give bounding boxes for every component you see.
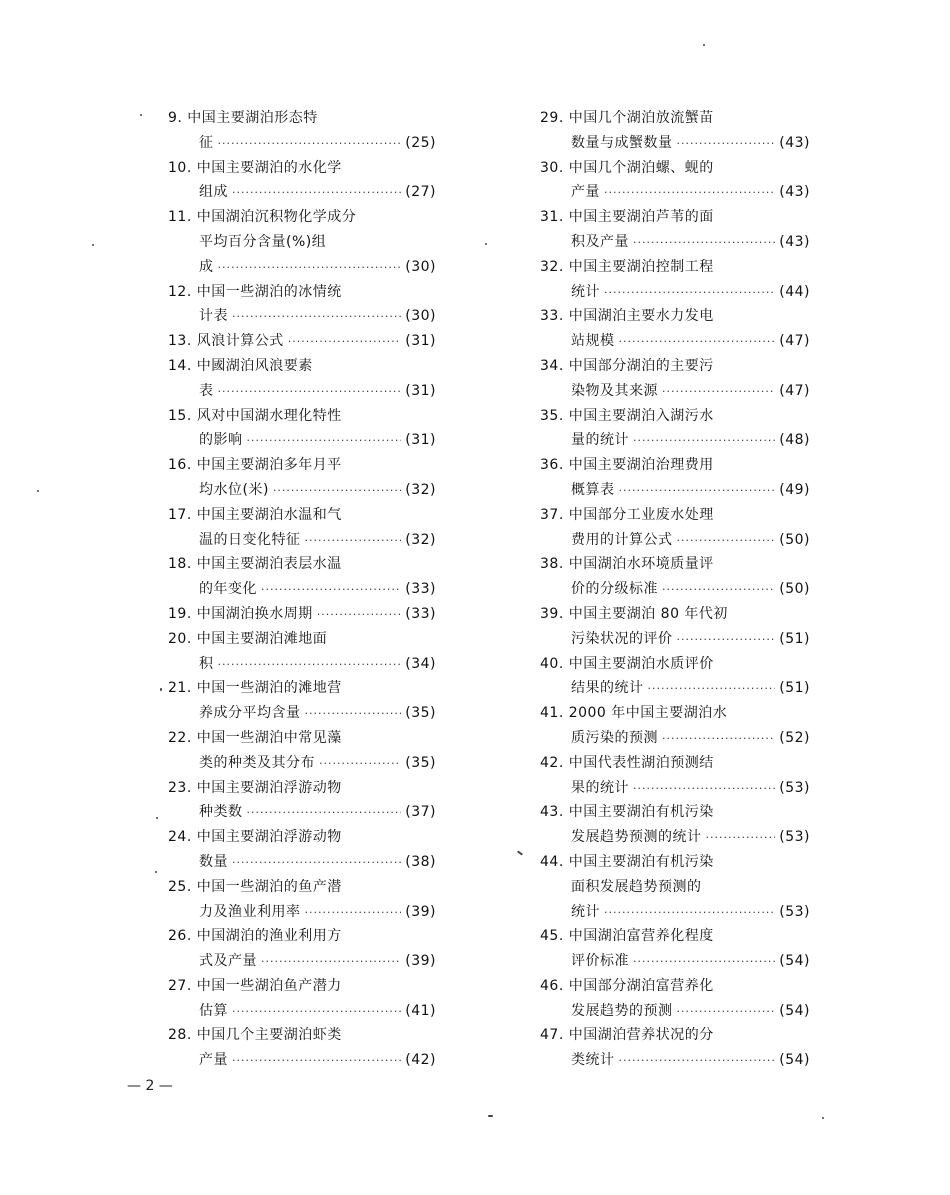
toc-entry[interactable] — [540, 1023, 810, 1073]
toc-entry-title-line — [540, 404, 810, 429]
toc-column-left — [168, 106, 436, 1073]
toc-entry-text: 39. 中国主要湖泊 80 年代初 — [540, 605, 728, 622]
toc-page-ref: (53) — [779, 829, 810, 846]
toc-page-ref: (47) — [779, 382, 810, 399]
toc-page-ref: (43) — [779, 184, 810, 201]
toc-entry-text: 染物及其来源 — [571, 382, 658, 399]
toc-entry-title-line — [540, 800, 810, 825]
toc-entry-continuation-line — [540, 999, 810, 1024]
dot-leader — [619, 479, 776, 503]
toc-entry-title-line — [540, 701, 810, 726]
toc-entry-text: 产量 — [571, 184, 600, 201]
toc-page-ref: (52) — [779, 729, 810, 746]
toc-entry-continuation-line — [540, 726, 810, 751]
dot-leader — [677, 1000, 776, 1024]
toc-entry-continuation-line — [540, 230, 810, 255]
toc-entry-continuation-line — [540, 825, 810, 850]
toc-entry-title-line — [540, 503, 810, 528]
toc-page-ref: (33) — [405, 581, 436, 598]
toc-entry-text: 产量 — [199, 1052, 228, 1069]
toc-entry-text: 费用的计算公式 — [571, 531, 673, 548]
toc-entry[interactable] — [540, 924, 810, 974]
toc-entry-text: 26. 中国湖泊的渔业利用方 — [168, 928, 342, 945]
dot-leader — [633, 231, 775, 255]
toc-page-ref: (53) — [779, 779, 810, 796]
dot-leader — [619, 1049, 776, 1073]
toc-entry-continuation-line — [168, 131, 436, 156]
toc-entry-text: 结果的统计 — [571, 680, 644, 697]
toc-entry-text: 40. 中国主要湖泊水质评价 — [540, 655, 714, 672]
toc-entry[interactable] — [540, 453, 810, 503]
toc-entry-text: 21. 中国一些湖泊的滩地营 — [168, 680, 342, 697]
toc-entry-continuation-line — [168, 652, 436, 677]
toc-entry[interactable] — [168, 924, 436, 974]
toc-entry-title-line — [168, 280, 436, 305]
toc-entry-title-line — [168, 924, 436, 949]
toc-entry[interactable] — [168, 205, 436, 279]
dot-leader — [662, 578, 775, 602]
toc-entry-title-line — [168, 1023, 436, 1048]
toc-entry[interactable] — [168, 627, 436, 677]
dot-leader — [305, 529, 402, 553]
toc-entry-text: 发展趋势的预测 — [571, 1002, 673, 1019]
toc-entry-text: 22. 中国一些湖泊中常见藻 — [168, 729, 342, 746]
toc-entry-text: 质污染的预测 — [571, 729, 658, 746]
toc-entry-continuation-line — [168, 701, 436, 726]
toc-entry-text: 计表 — [199, 308, 228, 325]
toc-entry-continuation-line — [168, 949, 436, 974]
dot-leader — [232, 305, 401, 329]
toc-entry-title-line — [540, 453, 810, 478]
toc-entry-title-line — [168, 205, 436, 230]
toc-entry-title-line — [168, 329, 436, 354]
toc-page-ref: (34) — [405, 655, 436, 672]
toc-entry-text: 类统计 — [571, 1052, 615, 1069]
toc-entry[interactable] — [540, 205, 810, 255]
toc-entry[interactable] — [540, 354, 810, 404]
dot-leader — [619, 330, 776, 354]
toc-entry-text: 16. 中国主要湖泊多年月平 — [168, 457, 342, 474]
dot-leader — [232, 181, 401, 205]
toc-entry-text: 24. 中国主要湖泊浮游动物 — [168, 829, 342, 846]
toc-entry-title-line — [540, 974, 810, 999]
dot-leader — [247, 429, 402, 453]
toc-entry-title-line — [540, 354, 810, 379]
toc-page-ref: (39) — [405, 953, 436, 970]
toc-page-ref: (38) — [405, 853, 436, 870]
scan-speck — [92, 244, 94, 246]
toc-entry-text: 28. 中国几个主要湖泊虾类 — [168, 1027, 342, 1044]
scan-speck — [822, 1117, 824, 1119]
toc-page-ref: (47) — [779, 333, 810, 350]
dot-leader — [218, 256, 402, 280]
toc-page-ref: (51) — [779, 680, 810, 697]
toc-entry-text: 43. 中国主要湖泊有机污染 — [540, 804, 714, 821]
toc-entry-continuation-line — [540, 875, 810, 900]
toc-entry-title-line — [168, 106, 436, 131]
dot-leader — [261, 578, 401, 602]
toc-entry-text: 数量与成蟹数量 — [571, 134, 673, 151]
toc-entry[interactable] — [540, 156, 810, 206]
toc-entry-continuation-line — [540, 180, 810, 205]
toc-entry-text: 34. 中国部分湖泊的主要污 — [540, 357, 714, 374]
dot-leader — [319, 752, 401, 776]
toc-entry-title-line — [168, 602, 436, 627]
toc-entry-text: 养成分平均含量 — [199, 705, 301, 722]
toc-page-ref: (54) — [779, 1002, 810, 1019]
toc-entry-text: 19. 中国湖泊换水周期 — [168, 605, 313, 622]
dot-leader — [247, 801, 402, 825]
toc-entry-title-line — [168, 726, 436, 751]
dot-leader — [677, 628, 776, 652]
toc-entry-text: 成 — [199, 258, 214, 275]
toc-entry[interactable] — [168, 776, 436, 826]
toc-entry-text: 37. 中国部分工业废水处理 — [540, 506, 714, 523]
dot-leader — [317, 603, 402, 627]
toc-entry-title-line — [540, 924, 810, 949]
toc-entry-title-line — [168, 974, 436, 999]
toc-entry[interactable] — [168, 974, 436, 1024]
toc-entry-text: 30. 中国几个湖泊螺、蚬的 — [540, 159, 714, 176]
toc-entry-continuation-line — [168, 304, 436, 329]
toc-entry-text: 11. 中国湖泊沉积物化学成分 — [168, 209, 357, 226]
toc-entry-text: 20. 中国主要湖泊滩地面 — [168, 630, 328, 647]
toc-entry-continuation-line — [540, 776, 810, 801]
scan-speck — [517, 850, 523, 855]
toc-page-ref: (39) — [405, 903, 436, 920]
toc-entry-text: 站规模 — [571, 333, 615, 350]
scan-speck — [140, 114, 142, 116]
toc-entry-text: 14. 中國湖泊风浪要素 — [168, 357, 313, 374]
toc-page-ref: (31) — [405, 382, 436, 399]
toc-entry-text: 表 — [199, 382, 214, 399]
toc-entry-text: 污染状况的评价 — [571, 630, 673, 647]
dot-leader — [604, 901, 775, 925]
toc-entry-continuation-line — [168, 230, 436, 255]
toc-entry-continuation-line — [540, 131, 810, 156]
toc-entry-continuation-line — [168, 478, 436, 503]
toc-column-right — [540, 106, 810, 1073]
toc-entry-text: 类的种类及其分布 — [199, 754, 315, 771]
dot-leader — [305, 901, 402, 925]
toc-entry-continuation-line — [168, 751, 436, 776]
toc-entry[interactable] — [540, 106, 810, 156]
toc-entry-text: 25. 中国一些湖泊的鱼产潜 — [168, 878, 342, 895]
toc-entry-title-line — [168, 453, 436, 478]
toc-entry-title-line — [540, 602, 810, 627]
toc-entry-text: 评价标准 — [571, 953, 629, 970]
toc-entry-text: 38. 中国湖泊水环境质量评 — [540, 556, 714, 573]
toc-page-ref: (44) — [779, 283, 810, 300]
toc-page-ref: (48) — [779, 432, 810, 449]
toc-page-ref: (51) — [779, 630, 810, 647]
dot-leader — [218, 132, 402, 156]
toc-entry[interactable] — [168, 602, 436, 627]
toc-entry[interactable] — [168, 503, 436, 553]
toc-entry-title-line — [540, 304, 810, 329]
toc-page-ref: (31) — [405, 333, 436, 350]
scan-speck — [156, 817, 158, 819]
toc-entry-text: 23. 中国主要湖泊浮游动物 — [168, 779, 342, 796]
toc-entry[interactable] — [540, 255, 810, 305]
toc-page-ref: (31) — [405, 432, 436, 449]
toc-entry-continuation-line — [168, 900, 436, 925]
dot-leader — [677, 529, 776, 553]
toc-entry-text: 13. 风浪计算公式 — [168, 333, 284, 350]
toc-entry-text: 的影响 — [199, 432, 243, 449]
toc-entry-text: 17. 中国主要湖泊水温和气 — [168, 506, 342, 523]
dot-leader — [633, 429, 775, 453]
scan-speck — [488, 1115, 493, 1117]
toc-page-ref: (27) — [405, 184, 436, 201]
toc-entry-title-line — [168, 503, 436, 528]
toc-entry[interactable] — [540, 850, 810, 924]
toc-entry-continuation-line — [540, 577, 810, 602]
dot-leader — [677, 132, 776, 156]
scan-speck — [37, 490, 39, 492]
toc-entry-continuation-line — [168, 999, 436, 1024]
toc-entry-continuation-line — [168, 180, 436, 205]
toc-entry[interactable] — [168, 875, 436, 925]
scan-speck — [155, 871, 157, 873]
toc-entry[interactable] — [540, 701, 810, 751]
toc-page-ref: (32) — [405, 531, 436, 548]
toc-entry-title-line — [168, 627, 436, 652]
toc-entry-title-line — [540, 106, 810, 131]
toc-entry-continuation-line — [168, 800, 436, 825]
toc-page-ref: (35) — [405, 705, 436, 722]
dot-leader — [604, 281, 775, 305]
toc-entry[interactable] — [540, 304, 810, 354]
toc-entry[interactable] — [168, 354, 436, 404]
toc-entry[interactable] — [168, 825, 436, 875]
toc-page-ref: (54) — [779, 1052, 810, 1069]
toc-page-ref: (50) — [779, 581, 810, 598]
toc-entry[interactable] — [540, 652, 810, 702]
toc-entry[interactable] — [168, 726, 436, 776]
toc-entry-title-line — [168, 354, 436, 379]
dot-leader — [604, 181, 775, 205]
toc-entry-continuation-line — [168, 255, 436, 280]
toc-entry-text: 31. 中国主要湖泊芦苇的面 — [540, 209, 714, 226]
toc-entry-continuation-line — [168, 528, 436, 553]
toc-entry-continuation-line — [168, 577, 436, 602]
toc-entry-text: 统计 — [571, 283, 600, 300]
toc-entry-title-line — [168, 825, 436, 850]
toc-entry-text: 力及渔业利用率 — [199, 903, 301, 920]
toc-entry-text: 温的日变化特征 — [199, 531, 301, 548]
toc-entry-title-line — [540, 552, 810, 577]
toc-entry-title-line — [540, 652, 810, 677]
toc-page-ref: (32) — [405, 481, 436, 498]
dot-leader — [218, 380, 402, 404]
toc-entry[interactable] — [540, 552, 810, 602]
toc-entry-text: 42. 中国代表性湖泊预测结 — [540, 754, 714, 771]
dot-leader — [261, 950, 401, 974]
dot-leader — [633, 777, 775, 801]
toc-entry-title-line — [168, 875, 436, 900]
toc-entry-continuation-line — [540, 627, 810, 652]
toc-entry-continuation-line — [168, 1048, 436, 1073]
toc-entry-continuation-line — [540, 676, 810, 701]
toc-entry-text: 平均百分含量(%)组 — [199, 233, 327, 250]
toc-entry-text: 果的统计 — [571, 779, 629, 796]
toc-entry-text: 32. 中国主要湖泊控制工程 — [540, 258, 714, 275]
toc-entry[interactable] — [168, 156, 436, 206]
toc-entry[interactable] — [168, 329, 436, 354]
toc-entry-continuation-line — [540, 428, 810, 453]
toc-entry-title-line — [540, 205, 810, 230]
toc-entry-continuation-line — [540, 900, 810, 925]
toc-entry-text: 41. 2000 年中国主要湖泊水 — [540, 705, 728, 722]
toc-entry-title-line — [168, 676, 436, 701]
toc-entry-text: 发展趋势预测的统计 — [571, 829, 702, 846]
dot-leader — [232, 1000, 401, 1024]
toc-entry-text: 统计 — [571, 903, 600, 920]
dot-leader — [662, 727, 775, 751]
toc-entry-text: 44. 中国主要湖泊有机污染 — [540, 853, 714, 870]
dot-leader — [218, 653, 402, 677]
toc-entry-text: 量的统计 — [571, 432, 629, 449]
page-number: — 2 — — [127, 1078, 173, 1094]
toc-entry-text: 47. 中国湖泊营养状况的分 — [540, 1027, 714, 1044]
toc-entry-text: 的年变化 — [199, 581, 257, 598]
toc-entry-title-line — [168, 156, 436, 181]
toc-entry[interactable] — [168, 280, 436, 330]
toc-entry[interactable] — [168, 106, 436, 156]
toc-entry-text: 18. 中国主要湖泊表层水温 — [168, 556, 342, 573]
dot-leader — [633, 950, 775, 974]
toc-entry-text: 面积发展趋势预测的 — [571, 878, 702, 895]
toc-entry-text: 均水位(米) — [199, 481, 269, 498]
toc-entry-continuation-line — [540, 528, 810, 553]
toc-entry-text: 9. 中国主要湖泊形态特 — [168, 110, 318, 126]
toc-entry-text: 价的分级标准 — [571, 581, 658, 598]
dot-leader — [706, 826, 776, 850]
toc-entry-text: 10. 中国主要湖泊的水化学 — [168, 159, 342, 176]
toc-entry-text: 15. 风对中国湖水理化特性 — [168, 407, 342, 424]
toc-entry-continuation-line — [540, 379, 810, 404]
toc-page-ref: (30) — [405, 308, 436, 325]
dot-leader — [273, 479, 401, 503]
toc-entry-text: 36. 中国主要湖泊治理费用 — [540, 457, 714, 474]
toc-page-ref: (53) — [779, 903, 810, 920]
toc-entry-text: 种类数 — [199, 804, 243, 821]
toc-entry-title-line — [168, 776, 436, 801]
toc-entry-text: 45. 中国湖泊富营养化程度 — [540, 928, 714, 945]
toc-entry-title-line — [168, 404, 436, 429]
dot-leader — [662, 380, 775, 404]
toc-entry-continuation-line — [168, 428, 436, 453]
toc-entry[interactable] — [540, 800, 810, 850]
dot-leader — [288, 330, 402, 354]
toc-entry-text: 式及产量 — [199, 953, 257, 970]
toc-entry-continuation-line — [540, 478, 810, 503]
toc-entry[interactable] — [168, 453, 436, 503]
toc-entry-text: 27. 中国一些湖泊鱼产潜力 — [168, 977, 342, 994]
toc-entry[interactable] — [168, 404, 436, 454]
scan-speck — [160, 688, 162, 691]
toc-entry-text: 估算 — [199, 1002, 228, 1019]
toc-entry-text: 概算表 — [571, 481, 615, 498]
toc-page-ref: (33) — [405, 605, 436, 622]
toc-entry-continuation-line — [540, 1048, 810, 1073]
toc-entry-continuation-line — [540, 329, 810, 354]
toc-entry-text: 积 — [199, 655, 214, 672]
toc-page-ref: (35) — [405, 754, 436, 771]
toc-entry-text: 46. 中国部分湖泊富营养化 — [540, 977, 714, 994]
toc-entry-text: 组成 — [199, 184, 228, 201]
toc-entry-continuation-line — [540, 949, 810, 974]
toc-entry-text: 征 — [199, 134, 214, 151]
toc-entry[interactable] — [168, 676, 436, 726]
toc-page-ref: (25) — [405, 134, 436, 151]
toc-entry-title-line — [540, 156, 810, 181]
toc-page-ref: (42) — [405, 1052, 436, 1069]
toc-page-ref: (43) — [779, 134, 810, 151]
toc-entry-title-line — [540, 850, 810, 875]
toc-entry-title-line — [540, 255, 810, 280]
toc-entry[interactable] — [168, 1023, 436, 1073]
toc-entry-title-line — [540, 751, 810, 776]
toc-entry-continuation-line — [168, 379, 436, 404]
toc-entry-text: 数量 — [199, 853, 228, 870]
toc-entry-title-line — [168, 552, 436, 577]
toc-entry-text: 12. 中国一些湖泊的冰情统 — [168, 283, 342, 300]
toc-page-ref: (41) — [405, 1002, 436, 1019]
toc-page-ref: (49) — [779, 481, 810, 498]
toc-page-ref: (43) — [779, 233, 810, 250]
toc-entry[interactable] — [540, 404, 810, 454]
dot-leader — [232, 851, 401, 875]
toc-entry[interactable] — [540, 974, 810, 1024]
scan-speck — [703, 44, 705, 46]
toc-entry-continuation-line — [168, 850, 436, 875]
dot-leader — [232, 1049, 401, 1073]
toc-entry[interactable] — [540, 751, 810, 801]
toc-page-ref: (37) — [405, 804, 436, 821]
toc-page-ref: (50) — [779, 531, 810, 548]
toc-entry[interactable] — [540, 503, 810, 553]
toc-entry-text: 29. 中国几个湖泊放流蟹苗 — [540, 110, 714, 126]
toc-entry-title-line — [540, 1023, 810, 1048]
toc-entry[interactable] — [168, 552, 436, 602]
toc-page-ref: (30) — [405, 258, 436, 275]
dot-leader — [648, 677, 776, 701]
dot-leader — [305, 702, 402, 726]
toc-entry[interactable] — [540, 602, 810, 652]
toc-entry-continuation-line — [540, 280, 810, 305]
toc-entry-text: 35. 中国主要湖泊入湖污水 — [540, 407, 714, 424]
toc-page-ref: (54) — [779, 953, 810, 970]
scan-speck — [485, 243, 487, 245]
toc-entry-text: 33. 中国湖泊主要水力发电 — [540, 308, 714, 325]
toc-entry-text: 积及产量 — [571, 233, 629, 250]
